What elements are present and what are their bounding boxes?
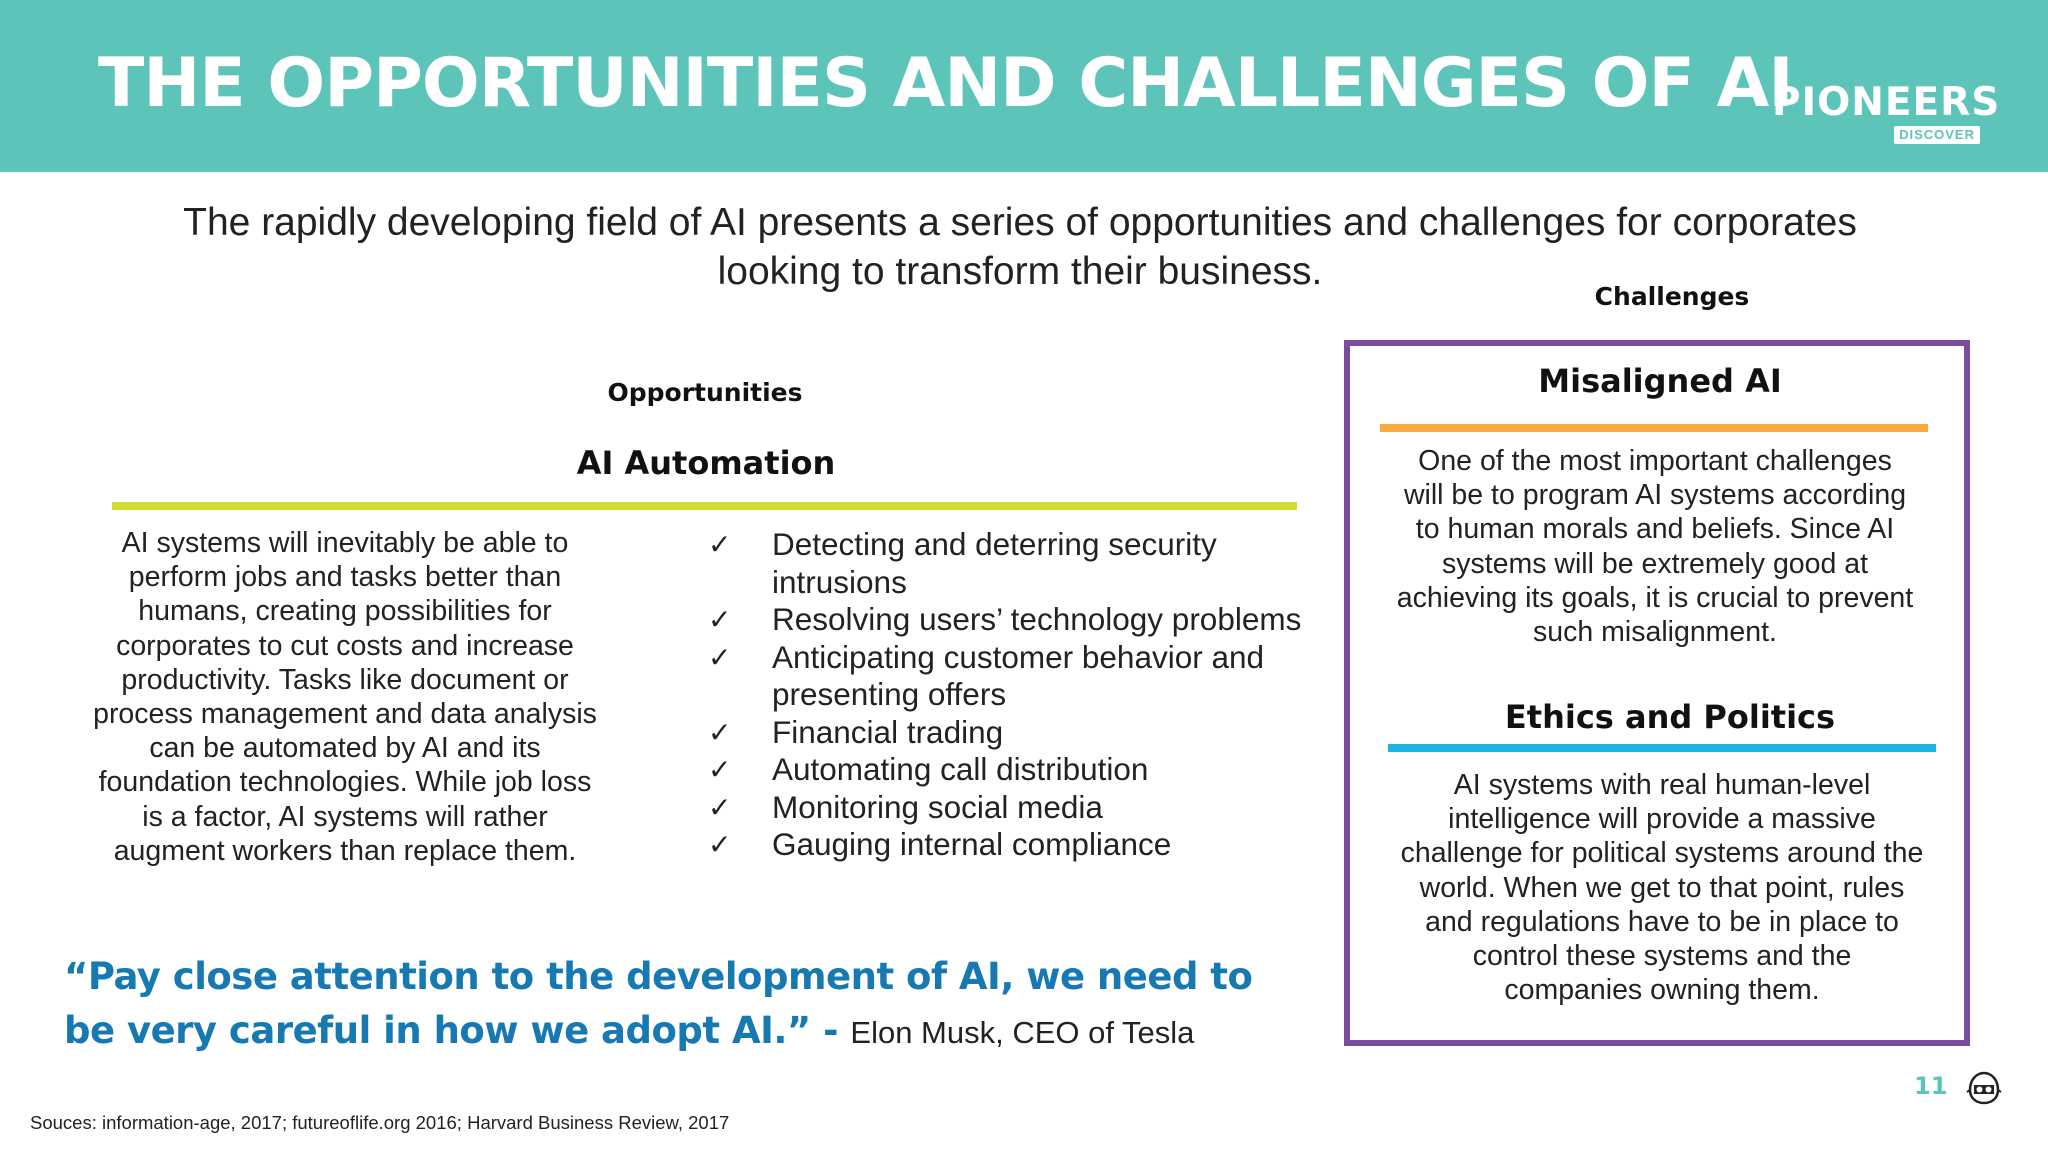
check-icon: ✓ — [708, 828, 732, 861]
logo-wordmark: PIONEERS — [1772, 80, 2001, 125]
ai-automation-divider — [112, 502, 1297, 510]
checklist-item — [704, 751, 1324, 789]
checklist-item — [704, 789, 1324, 827]
checklist-item-text: Detecting and deterring security intrusions — [772, 526, 1217, 600]
header-bar — [0, 0, 2048, 172]
ethics-politics-divider — [1388, 744, 1936, 752]
check-icon: ✓ — [708, 715, 732, 749]
ethics-politics-heading: Ethics and Politics — [1504, 698, 1836, 736]
elon-musk-quote — [64, 950, 1314, 1060]
checklist-item — [704, 826, 1324, 864]
check-icon: ✓ — [708, 753, 732, 786]
checklist-item-text: Resolving users’ technology problems — [772, 601, 1302, 637]
misaligned-ai-divider — [1380, 424, 1928, 432]
ai-automation-body: AI systems will inevitably be able to perform jobs and tasks better than humans, creating possibilities for corporates to cut costs and increase productivity. Tasks like document or process management and data analysis can be automated by AI and its foundation technologies. While job loss is a factor, AI systems will rather augment workers than replace them. — [93, 527, 597, 867]
pioneers-discover-logo — [1772, 80, 2001, 146]
ai-automation-heading: AI Automation — [576, 444, 836, 482]
challenges-label: Challenges — [1594, 282, 1750, 311]
misaligned-ai-heading: Misaligned AI — [1538, 362, 1782, 400]
checklist-item-text: Automating call distribution — [772, 751, 1149, 787]
misaligned-ai-body: One of the most important challenges will be to program AI systems according to human morals and beliefs. Since AI systems will be extremely good at achieving its goals, it is crucial to prevent such misalignment. — [1396, 445, 1914, 649]
slide-title: THE OPPORTUNITIES AND CHALLENGES OF AI — [98, 44, 1793, 123]
checklist-item — [704, 714, 1324, 752]
opportunities-label: Opportunities — [607, 378, 803, 407]
quote-author: Elon Musk, CEO of Tesla — [850, 1015, 1195, 1050]
check-icon: ✓ — [708, 640, 732, 674]
opportunity-checklist — [704, 526, 1324, 864]
check-icon: ✓ — [708, 603, 732, 636]
ethics-politics-body: AI systems with real human-level intelligence will provide a massive challenge for political systems around the world. When we get to that point, rules and regulations have to be in place to control these systems and the companies owning them. — [1400, 769, 1924, 1007]
check-icon: ✓ — [708, 528, 732, 561]
checklist-item-text: Anticipating customer behavior and presenting offers — [772, 638, 1265, 712]
quote-text: “Pay close attention to the development of AI, we need to be very careful in how we adopt AI.” — [64, 955, 1253, 1052]
checklist-item-text: Financial trading — [772, 713, 1004, 750]
intro-text: The rapidly developing field of AI presents a series of opportunities and challenges for corporates looking to transform their business. — [183, 201, 1857, 293]
checklist-item — [704, 639, 1324, 714]
checklist-item-text: Monitoring social media — [772, 788, 1103, 825]
page-number: 11 — [1914, 1072, 1948, 1100]
pioneer-mascot-icon — [1966, 1070, 2002, 1106]
checklist-item-text: Gauging internal compliance — [772, 826, 1172, 862]
quote-dash: - — [810, 1009, 851, 1052]
checklist-item — [704, 601, 1324, 639]
logo-tag: DISCOVER — [1894, 126, 1980, 144]
checklist-item — [704, 526, 1324, 601]
sources-footnote: Souces: information-age, 2017; futureoflife.org 2016; Harvard Business Review, 2017 — [30, 1112, 730, 1133]
check-icon: ✓ — [708, 790, 732, 824]
